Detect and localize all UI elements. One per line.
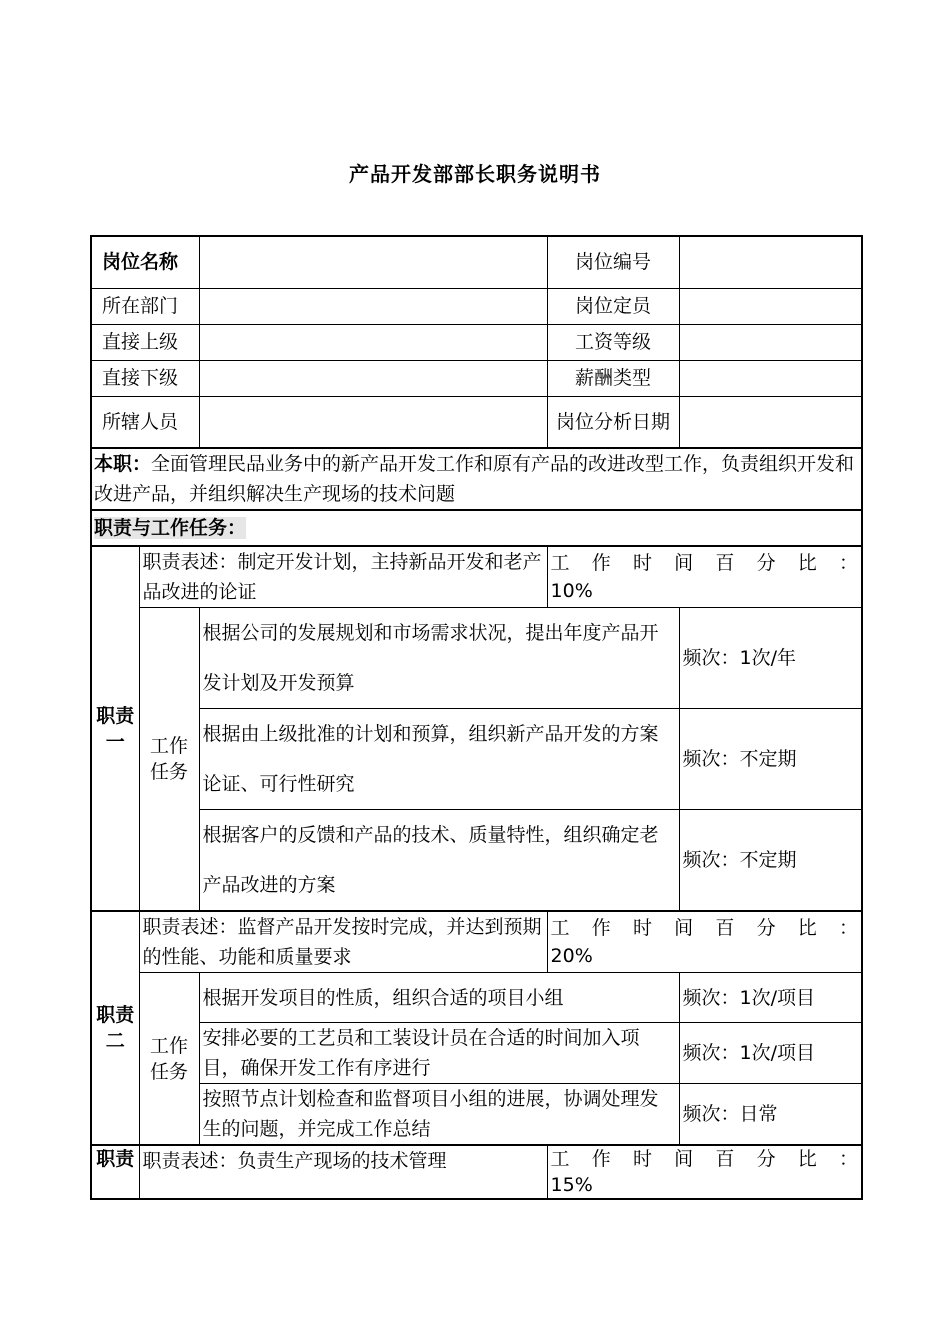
document-title: 产品开发部部长职务说明书 <box>349 162 601 186</box>
duty-2-task-3-text: 按照节点计划检查和监督项目小组的进展，协调处理发生的问题，并完成工作总结 <box>199 1084 679 1146</box>
value-salary-grade <box>679 324 862 360</box>
duty-1-pct: 10% <box>550 580 593 602</box>
duty-2-task-2-text: 安排必要的工艺员和工装设计员在合适的时间加入项目，确保开发工作有序进行 <box>199 1023 679 1084</box>
duty-1-task-2-freq: 频次：不定期 <box>679 709 862 810</box>
header-row-department <box>91 288 862 324</box>
value-staff <box>199 396 547 448</box>
label-salary-grade: 工资等级 <box>547 324 679 360</box>
summary-label: 本职： <box>94 453 152 475</box>
duties-heading-cell <box>91 510 862 546</box>
duty-1-task-1-freq: 频次：1次/年 <box>679 608 862 709</box>
duty-1-statement-row <box>91 546 862 608</box>
duty-1-statement <box>139 546 547 608</box>
value-analysis-date <box>679 396 862 448</box>
label-headcount: 岗位定员 <box>547 288 679 324</box>
duty-3-pct: 15% <box>550 1174 593 1196</box>
duty-2-task-2-freq: 频次：1次/项目 <box>679 1023 862 1084</box>
label-analysis-date: 岗位分析日期 <box>547 396 679 448</box>
duty-2-pct-cell <box>547 911 862 973</box>
duty-2-pct-label: 工作时间百分比： <box>550 917 859 939</box>
duty-1-task-2-row <box>91 709 862 810</box>
duty-1-statement-label: 职责表述： <box>142 551 238 573</box>
duty-1-task-3-freq: 频次：不定期 <box>679 810 862 912</box>
label-department: 所在部门 <box>91 288 199 324</box>
duty-3-statement <box>139 1145 547 1199</box>
duty-2-statement-label: 职责表述： <box>142 916 238 938</box>
value-headcount <box>679 288 862 324</box>
duty-2-statement-text: 监督产品开发按时完成，并达到预期的性能、功能和质量要求 <box>142 916 542 968</box>
duty-1-tasks-label: 工作任务 <box>139 608 199 912</box>
header-row-position-name <box>91 236 862 288</box>
duty-2-tasks-label: 工作任务 <box>139 973 199 1146</box>
duty-2-statement <box>139 911 547 973</box>
duty-1-task-3-row <box>91 810 862 912</box>
value-pay-type <box>679 360 862 396</box>
summary-cell <box>91 448 862 510</box>
duty-2-task-1-row <box>91 973 862 1023</box>
label-subordinate: 直接下级 <box>91 360 199 396</box>
value-superior <box>199 324 547 360</box>
value-position-code <box>679 236 862 288</box>
duty-1-task-2-text: 根据由上级批准的计划和预算，组织新产品开发的方案论证、可行性研究 <box>199 709 679 810</box>
label-position-code: 岗位编号 <box>547 236 679 288</box>
value-subordinate <box>199 360 547 396</box>
job-description-table <box>90 235 863 1200</box>
duties-heading-row <box>91 510 862 546</box>
duty-2-task-3-freq: 频次：日常 <box>679 1084 862 1146</box>
duty-3-statement-text: 负责生产现场的技术管理 <box>237 1150 447 1172</box>
duty-1-pct-cell <box>547 546 862 608</box>
duty-1-task-1-row <box>91 608 862 709</box>
duty-3-statement-row <box>91 1145 862 1199</box>
value-department <box>199 288 547 324</box>
label-pay-type: 薪酬类型 <box>547 360 679 396</box>
duty-2-task-3-row <box>91 1084 862 1146</box>
label-position-name: 岗位名称 <box>91 236 199 288</box>
summary-text: 全面管理民品业务中的新产品开发工作和原有产品的改进改型工作，负责组织开发和改进产品，并组织解决生产现场的技术问题 <box>94 453 855 505</box>
duty-3-statement-label: 职责表述： <box>142 1150 238 1172</box>
value-position-name <box>199 236 547 288</box>
duty-2-task-1-freq: 频次：1次/项目 <box>679 973 862 1023</box>
duty-3-pct-cell <box>547 1145 862 1199</box>
header-row-superior <box>91 324 862 360</box>
duty-3-label: 职责 <box>91 1145 139 1199</box>
header-row-subordinate <box>91 360 862 396</box>
duty-2-statement-row <box>91 911 862 973</box>
summary-row <box>91 448 862 510</box>
duties-heading: 职责与工作任务： <box>94 517 247 539</box>
label-superior: 直接上级 <box>91 324 199 360</box>
label-staff: 所辖人员 <box>91 396 199 448</box>
duty-1-statement-text: 制定开发计划，主持新品开发和老产品改进的论证 <box>142 551 542 603</box>
duty-1-task-1-text: 根据公司的发展规划和市场需求状况，提出年度产品开发计划及开发预算 <box>199 608 679 709</box>
duty-1-label: 职责一 <box>91 546 139 911</box>
duty-1-pct-label: 工作时间百分比： <box>550 552 859 574</box>
duty-2-task-1-text: 根据开发项目的性质，组织合适的项目小组 <box>199 973 679 1023</box>
duty-2-label: 职责二 <box>91 911 139 1145</box>
duty-2-pct: 20% <box>550 945 593 967</box>
duty-1-task-3-text: 根据客户的反馈和产品的技术、质量特性，组织确定老产品改进的方案 <box>199 810 679 912</box>
duty-3-pct-label: 工作时间百分比： <box>550 1148 859 1170</box>
header-row-staff <box>91 396 862 448</box>
duty-2-task-2-row <box>91 1023 862 1084</box>
